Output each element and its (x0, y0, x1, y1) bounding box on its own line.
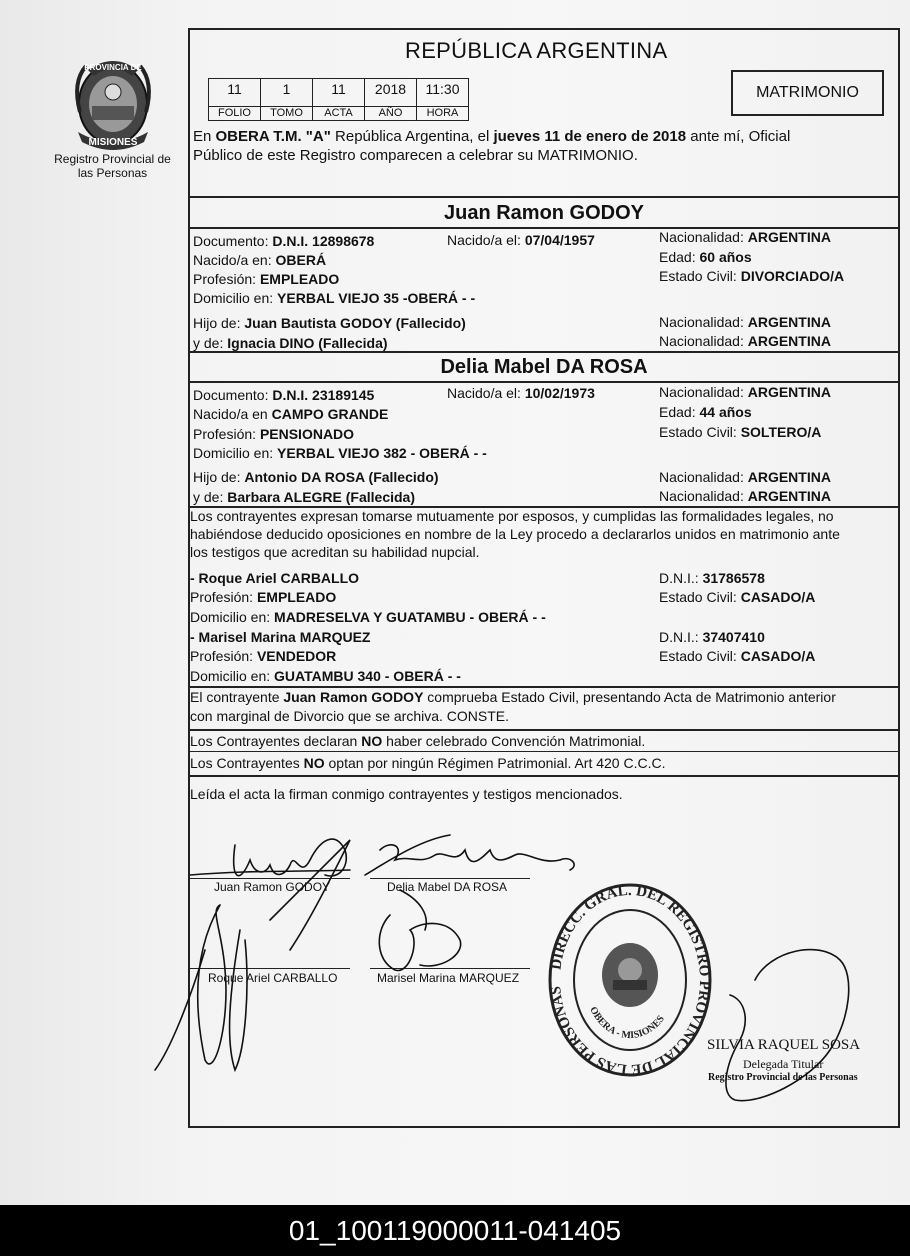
acta-box (312, 78, 365, 121)
divider (188, 351, 900, 353)
hour-label: HORA (417, 106, 468, 120)
acta-value: 11 (331, 81, 346, 97)
act-type-box: MATRIMONIO (731, 70, 884, 116)
registry-stamp (545, 880, 715, 1080)
stamp-ring-text: DIRECC. GRAL. DEL REGISTRO PROVINCIAL DE LAS PERSONAS (548, 882, 713, 1078)
acta-label: ACTA (313, 106, 364, 120)
civil-status-note: El contrayente Juan Ramon GODOY comprueba Estado Civil, presentando Acta de Matrimonio anterior (190, 689, 836, 705)
signature-name-1: Juan Ramon GODOY (214, 880, 331, 894)
witness2-name: - Marisel Marina MARQUEZ (190, 629, 371, 645)
spouse1-birthplace: Nacido/a en: OBERÁ (193, 252, 327, 268)
year-value: 2018 (374, 81, 407, 97)
document-code: 01_100119000011-041405 (0, 1205, 910, 1256)
logo-bottom-text: MISIONES (88, 137, 138, 148)
divider (188, 686, 900, 688)
regime-note: Los Contrayentes NO optan por ningún Régimen Patrimonial. Art 420 C.C.C. (190, 755, 666, 771)
officer-name: SILVIA RAQUEL SOSA (707, 1037, 861, 1053)
hour-box (416, 78, 469, 121)
witness2-dni: D.N.I.: 37407410 (659, 629, 765, 645)
signature-name-4: Marisel Marina MARQUEZ (377, 971, 520, 985)
spouse2-profession: Profesión: PENSIONADO (193, 426, 355, 442)
spouse1-father-nat: Nacionalidad: ARGENTINA (659, 314, 831, 330)
hour-value: 11:30 (425, 81, 460, 97)
folio-value: 11 (227, 81, 242, 97)
logo-top-text: PROVINCIA DE (84, 63, 142, 72)
spouse1-profession: Profesión: EMPLEADO (193, 271, 340, 287)
seal-emblem-icon (602, 943, 658, 1007)
witness1-dni: D.N.I.: 31786578 (659, 570, 765, 586)
witness2-profession: Profesión: VENDEDOR (190, 648, 337, 664)
stamp-inner-text: OBERA - MISIONES (587, 1004, 667, 1042)
witness1-address: Domicilio en: MADRESELVA Y GUATAMBU - OBERÁ - - (190, 609, 546, 625)
tomo-value: 1 (282, 81, 291, 97)
spouse2-birth: Nacido/a el: 10/02/1973 (447, 385, 595, 401)
signature-name-2: Delia Mabel DA ROSA (387, 880, 508, 894)
divider (188, 729, 900, 731)
declaration-line-3: los testigos que acreditan su habilidad nupcial. (190, 544, 480, 560)
spouse2-father: Hijo de: Antonio DA ROSA (Fallecido) (193, 469, 439, 485)
spouse1-father: Hijo de: Juan Bautista GODOY (Fallecido) (193, 315, 466, 331)
spouse2-nat: Nacionalidad: ARGENTINA (659, 384, 831, 400)
divider (188, 381, 900, 383)
folio-label: FOLIO (209, 106, 260, 120)
closing-note: Leída el acta la firman conmigo contrayentes y testigos mencionados. (190, 786, 623, 802)
witness2-address: Domicilio en: GUATAMBU 340 - OBERÁ - - (190, 668, 461, 684)
spouse1-doc: Documento: D.N.I. 12898678 (193, 233, 375, 249)
officer-title: Delegada Titular (743, 1057, 824, 1071)
witness1-profession: Profesión: EMPLEADO (190, 589, 337, 605)
intro-line-1: En OBERA T.M. "A" República Argentina, el jueves 11 de enero de 2018 ante mí, Oficial (193, 128, 791, 145)
spouse2-birthplace: Nacido/a en CAMPO GRANDE (193, 406, 389, 422)
spouse2-doc: Documento: D.N.I. 23189145 (193, 387, 375, 403)
page-title: REPÚBLICA ARGENTINA (405, 38, 668, 63)
divider (188, 196, 900, 198)
year-box (364, 78, 417, 121)
civil-status-note-2: con marginal de Divorcio que se archiva. CONSTE. (190, 708, 510, 724)
officer-org: Registro Provincial de las Personas (708, 1072, 858, 1083)
spouse1-civil: Estado Civil: DIVORCIADO/A (659, 268, 845, 284)
spouse1-age: Edad: 60 años (659, 249, 752, 265)
divider (188, 775, 900, 777)
spouse2-address: Domicilio en: YERBAL VIEJO 382 - OBERÁ - - (193, 445, 487, 461)
spouse2-name: Delia Mabel DA ROSA (440, 356, 648, 378)
year-label: AÑO (365, 106, 416, 120)
folio-box (208, 78, 261, 121)
signature-name-3: Roque Ariel CARBALLO (208, 971, 338, 985)
logo-lettering (66, 52, 161, 152)
witness2-civil: Estado Civil: CASADO/A (659, 648, 816, 664)
spouse2-father-nat: Nacionalidad: ARGENTINA (659, 469, 831, 485)
spouse2-mother-nat: Nacionalidad: ARGENTINA (659, 488, 831, 504)
spouse2-mother: y de: Barbara ALEGRE (Fallecida) (193, 489, 416, 505)
witness1-civil: Estado Civil: CASADO/A (659, 589, 816, 605)
declaration-line-1: Los contrayentes expresan tomarse mutuamente por esposos, y cumplidas las formalidades legales, no (190, 508, 834, 524)
spouse2-age: Edad: 44 años (659, 404, 752, 420)
tomo-box (260, 78, 313, 121)
declaration-line-2: habiéndose deducido oposiciones en nombre de la Ley procedo a declararlos unidos en matrimonio ante (190, 526, 840, 542)
tomo-label: TOMO (261, 106, 312, 120)
witness1-name: - Roque Ariel CARBALLO (190, 570, 360, 586)
registry-label: Registro Provincial de las Personas (54, 152, 171, 180)
spouse1-mother: y de: Ignacia DINO (Fallecida) (193, 335, 388, 351)
convention-note: Los Contrayentes declaran NO haber celebrado Convención Matrimonial. (190, 733, 646, 749)
intro-line-2: Público de este Registro comparecen a celebrar su MATRIMONIO. (193, 147, 638, 164)
spouse1-nat: Nacionalidad: ARGENTINA (659, 229, 831, 245)
divider (188, 751, 900, 752)
spouse1-birth: Nacido/a el: 07/04/1957 (447, 232, 595, 248)
spouse1-mother-nat: Nacionalidad: ARGENTINA (659, 333, 831, 349)
spouse2-civil: Estado Civil: SOLTERO/A (659, 424, 822, 440)
spouse1-address: Domicilio en: YERBAL VIEJO 35 -OBERÁ - - (193, 290, 476, 306)
spouse1-name: Juan Ramon GODOY (443, 202, 645, 224)
